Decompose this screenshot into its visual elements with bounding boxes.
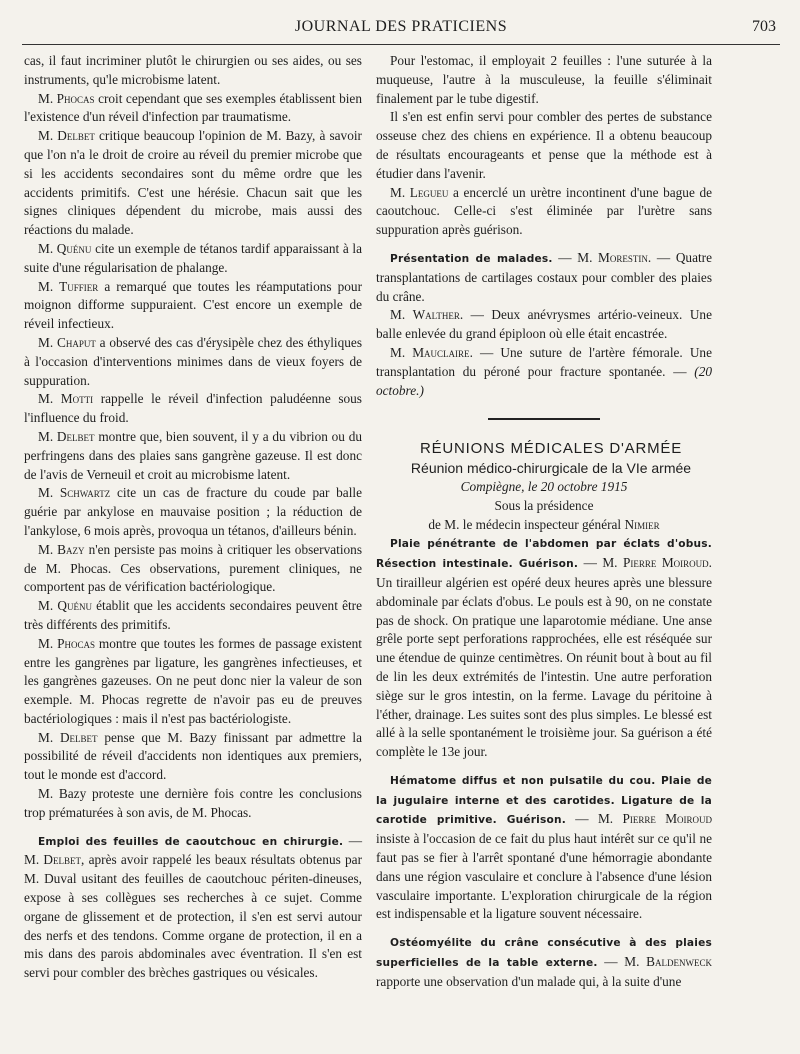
presidence: Sous la présidence (494, 497, 594, 513)
paragraph-text: . Un tirailleur algérien est opéré deux heures après une blessure abdominale par éclats d'obus. Le pouls est à 90, on ne constate pas de shock. On pratique une laparotomie médiane. Une anse grêle porte sept perforations rapprochées, elle est réséquée sur une étendue de quinze centimètres. On réunit bout à bout au fil de lin les deux extrémités de l'intestin. Une autre perforation siège sur le gros intestin, on la ferme. Lavage du péritoine à l'éther, drainage. Les suites sont des plus simples. Le blessé est allé à la selle spontanément le troisième jour. Sa guérison a été complète le 13e jour. (376, 555, 712, 760)
speaker-name: Motti (60, 391, 94, 407)
paragraph-text: montre que toutes les formes de passage existent entre les gangrènes par ligature, les gangrènes infectieuses, et les gangrènes gazeuses. On ne peut donc nier la valeur de son exemple. M. Phocas regrette de n'avoir pas eu de preuves bactériologiques : mais il n'est pas bactériologiste. (24, 635, 362, 726)
speaker-name: Delbet (59, 729, 98, 745)
section-divider (488, 418, 600, 420)
paragraph-text: . — Quatre transplantations de cartilages costaux pour combler des plaies du crâne. (376, 249, 712, 304)
paragraph: M. Delbet pense que M. Bazy finissant par admettre la possibilité de réveil d'accidents non identiques aux premiers, tout le monde est d'accord. (24, 729, 362, 783)
paragraph: M. Legueu a encerclé un urètre incontinent d'une bague de caoutchouc. Celle-ci s'est éliminée par l'urètre sans suppuration après guérison. (376, 184, 712, 238)
paragraph-text: pense que M. Bazy finissant par admettre la possibilité de réveil d'accidents non identiques aux premiers, tout le monde est d'accord. (24, 729, 362, 783)
paragraph-text: critique beaucoup l'opinion de M. Bazy, à savoir que l'on n'a le droit de croire au réveil du premier microbe que si les accidents secondaires sont du même ordre que les accidents primitifs. C'est une hérésie. Chacun sait que les signes cliniques dépendent du microbe, mais aussi des réactions du malade. (24, 128, 362, 238)
speaker-name: Delbet (56, 428, 95, 444)
section-subtitle: Réunion médico-chirurgicale de la VIe armée (410, 460, 692, 477)
paragraph: M. Quénu établit que les accidents secondaires peuvent être très différents des primitifs. (24, 598, 363, 632)
speaker-name: Quénu (56, 240, 92, 256)
speaker-name: Morestin (598, 249, 648, 265)
case-paragraph (376, 933, 712, 991)
page-header (22, 12, 780, 45)
subsection-paragraph (24, 832, 362, 983)
presidence-text: de M. le médecin inspecteur général (428, 516, 622, 532)
paragraph: cas, il faut incriminer plutôt le chirurgien ou ses aides, ou ses instruments, qu'le microbisme latent. (24, 53, 362, 87)
paragraph-text: cite un exemple de tétanos tardif apparaissant à la suite d'une régularisation de phalange. (24, 240, 362, 275)
case-title: Plaie pénétrante de l'abdomen par éclats d'obus. Résection intestinale. Guérison. (376, 538, 712, 571)
speaker-name: Legueu (409, 184, 449, 200)
subsection-paragraph (376, 249, 712, 306)
spacer (376, 924, 712, 933)
president-name: Nimier (624, 516, 660, 532)
paragraph-text: cite un cas de fracture du coude par balle guérie par ankylose en mauvaise position ; la réduction de l'ankylose, 6 mois après, provoqua un tétanos, d'ailleurs bénin. (24, 485, 362, 538)
paragraph: M. Quénu cite un exemple de tétanos tardif apparaissant à la suite d'une régularisation de phalange. (24, 240, 362, 275)
paragraph-text: n'en persiste pas moins à critiquer les observations de M. Phocas. Ces observations, purement cliniques, ne comportent pas de vérification bactériologique. (24, 541, 363, 595)
paragraph-text: . — Une suture de l'artère fémorale. Une transplantation du péroné pour fracture spontanée. — (376, 344, 712, 379)
case-paragraph (376, 771, 712, 924)
speaker-name: Quénu (57, 598, 92, 614)
paragraph-text: montre que, bien souvent, il y a du vibrion ou du perfringens dans des plaies sans gangrène gazeuse. Il est donc de l'avis de Verneuil et croit au microbisme latent. (24, 428, 362, 482)
speaker-name: Schwartz (59, 485, 111, 501)
case-title: Ostéomyélite du crâne consécutive à des plaies superficielles de la table externe. (376, 937, 712, 970)
paragraph: M. Bazy proteste une dernière fois contre les conclusions trop prématurées à son avis, de M. Phocas. (24, 786, 362, 820)
speaker-name: Pierre Moiroud (622, 811, 713, 827)
speaker-name: Walther (412, 307, 460, 323)
speaker-name: Phocas (56, 90, 95, 106)
subsection-title: Présentation de malades. (390, 252, 553, 265)
paragraph: M. Delbet critique beaucoup l'opinion de M. Bazy, à savoir que l'on n'a le droit de croire au réveil du premier microbe que si les accidents secondaires sont du même ordre que les accidents primitifs. C'est une hérésie. Chacun sait que les signes cliniques dépendent du microbe, mais aussi des réactions du malade. (24, 128, 362, 238)
paragraph: M. Schwartz cite un cas de fracture du coude par balle guérie par ankylose en mauvaise position ; la réduction de l'ankylose, 6 mois après, provoqua un tétanos, d'ailleurs bénin. (24, 485, 362, 538)
dash: — M. (578, 555, 623, 571)
speaker-name: Pierre Moiroud (622, 555, 709, 571)
paragraph: M. Chaput a observé des cas d'érysipèle chez des éthyliques à l'occasion d'interventions minimes dans de vieux foyers de suppuration. (24, 334, 362, 388)
paragraph: M. Phocas croit cependant que ses exemples établissent bien l'existence d'un réveil d'infection par traumatisme. (24, 90, 362, 125)
paragraph: M. Walther. — Deux anévrysmes artério-veineux. Une balle enlevée du grand épiploon où elle était encastrée. (376, 307, 712, 342)
paragraph: M. Tuffier a remarqué que toutes les réamputations pour moignon difforme suppuraient. C'est encore un exemple de réveil infectieux. (24, 278, 362, 332)
paragraph-text: rappelle le réveil d'infection paludéenne sous l'influence du froid. (24, 391, 362, 426)
paragraph-text: . — Deux anévrysmes artério-veineux. Une balle enlevée du grand épiploon où elle était encastrée. (376, 307, 712, 342)
paragraph-text: croit cependant que ses exemples établissent bien l'existence d'un réveil d'infection par traumatisme. (24, 90, 362, 125)
speaker-name: Mauclaire (412, 344, 470, 360)
spacer (24, 823, 362, 832)
paragraph: M. Delbet montre que, bien souvent, il y a du vibrion ou du perfringens dans des plaies sans gangrène gazeuse. Il est donc de l'avis de Verneuil et croit au microbisme latent. (24, 428, 362, 482)
dash: — M. (565, 811, 623, 827)
paragraph-text: a remarqué que toutes les réamputations pour moignon difforme suppuraient. C'est encore un exemple de réveil infectieux. (24, 278, 362, 332)
spacer (376, 240, 712, 249)
right-column (376, 52, 712, 992)
speaker-name: Bazy (57, 541, 85, 557)
paragraph-text: insiste à l'occasion de ce fait du plus haut intérêt sur ce qu'il ne faut pas se fier à l'arrêt spontané d'une hémorragie abondante dans une région vasculaire et conclure à l'absence d'une lésion vasculaire importante. L'exploration chirurgicale de la région est indispensable et la ligature souvent nécessaire. (376, 831, 712, 922)
paragraph-text: rapporte une observation d'un malade qui, à la suite d'une (376, 973, 682, 989)
dash: — M. (24, 832, 362, 868)
section-title: RÉUNIONS MÉDICALES D'ARMÉE (419, 440, 683, 458)
paragraph: Il s'en est enfin servi pour combler des pertes de substance osseuse chez des chiens en expérience. Il a obtenu beaucoup de résultats encourageants et pense que la méthode est à étudier dans l'avenir. (376, 109, 712, 181)
speaker-name: Tuffier (59, 278, 99, 294)
paragraph-text: a observé des cas d'érysipèle chez des éthyliques à l'occasion d'interventions minimes dans de vieux foyers de suppuration. (24, 334, 362, 388)
paragraph-text: , après avoir rappelé les beaux résultats obtenus par M. Duval usitant des feuilles de caoutchouc périten-dineuses, expose à ses collègues ses recherches à ce sujet. Comme organe de glissement et de protection, il s'en est servi autour des nerfs et des tendons. Comme organe de protection, il en a mis dans des parois abdominales avec éventration. Il s'en est servi pour combler des brèches gastriques ou vésicales. (24, 852, 362, 981)
case-title: Hématome diffus et non pulsatile du cou. Plaie de la jugulaire interne et des carotides. Ligature de la carotide primitive. Guérison. (376, 774, 712, 827)
speaker-name: Phocas (57, 635, 95, 651)
dash: — M. (597, 954, 647, 970)
speaker-name: Delbet (57, 128, 95, 144)
speaker-name: Chaput (56, 334, 96, 350)
paragraph-text: établit que les accidents secondaires peuvent être très différents des primitifs. (24, 598, 363, 632)
speaker-name: Delbet (43, 852, 82, 868)
subsection-title: Emploi des feuilles de caoutchouc en chirurgie. (38, 835, 344, 848)
paragraph: M. Bazy n'en persiste pas moins à critiquer les observations de M. Phocas. Ces observations, purement cliniques, ne comportent pas de vérification bactériologique. (24, 541, 363, 595)
spacer (376, 762, 712, 771)
date-note: (20 octobre.) (376, 363, 713, 398)
dash: — M. (552, 249, 599, 265)
paragraph: M. Mauclaire. — Une suture de l'artère fémorale. Une transplantation du péroné pour fracture spontanée. — (20 octobre.) (376, 344, 713, 398)
left-column (24, 52, 362, 983)
speaker-name: Baldenweck (646, 954, 712, 970)
place-date: Compiègne, le 20 octobre 1915 (460, 478, 628, 494)
running-title: JOURNAL DES PRATICIENS (294, 18, 508, 35)
page-number: 703 (752, 18, 776, 35)
paragraph: Pour l'estomac, il employait 2 feuilles : l'une suturée à la muqueuse, l'autre à la musculeuse, la feuille s'éliminait finalement par le tube digestif. (376, 53, 712, 106)
case-paragraph (376, 534, 712, 762)
paragraph-text: a encerclé un urètre incontinent d'une bague de caoutchouc. Celle-ci s'est éliminée par l'urètre sans suppuration après guérison. (376, 184, 712, 238)
presidence-line (376, 516, 712, 535)
paragraph: M. Motti rappelle le réveil d'infection paludéenne sous l'influence du froid. (24, 391, 362, 426)
paragraph: M. Phocas montre que toutes les formes de passage existent entre les gangrènes par ligature, les gangrènes infectieuses, et les gangrènes gazeuses. On ne peut donc nier la valeur de son exemple. M. Phocas regrette de n'avoir pas eu de preuves bactériologiques : mais il n'est pas bactériologiste. (24, 635, 362, 726)
